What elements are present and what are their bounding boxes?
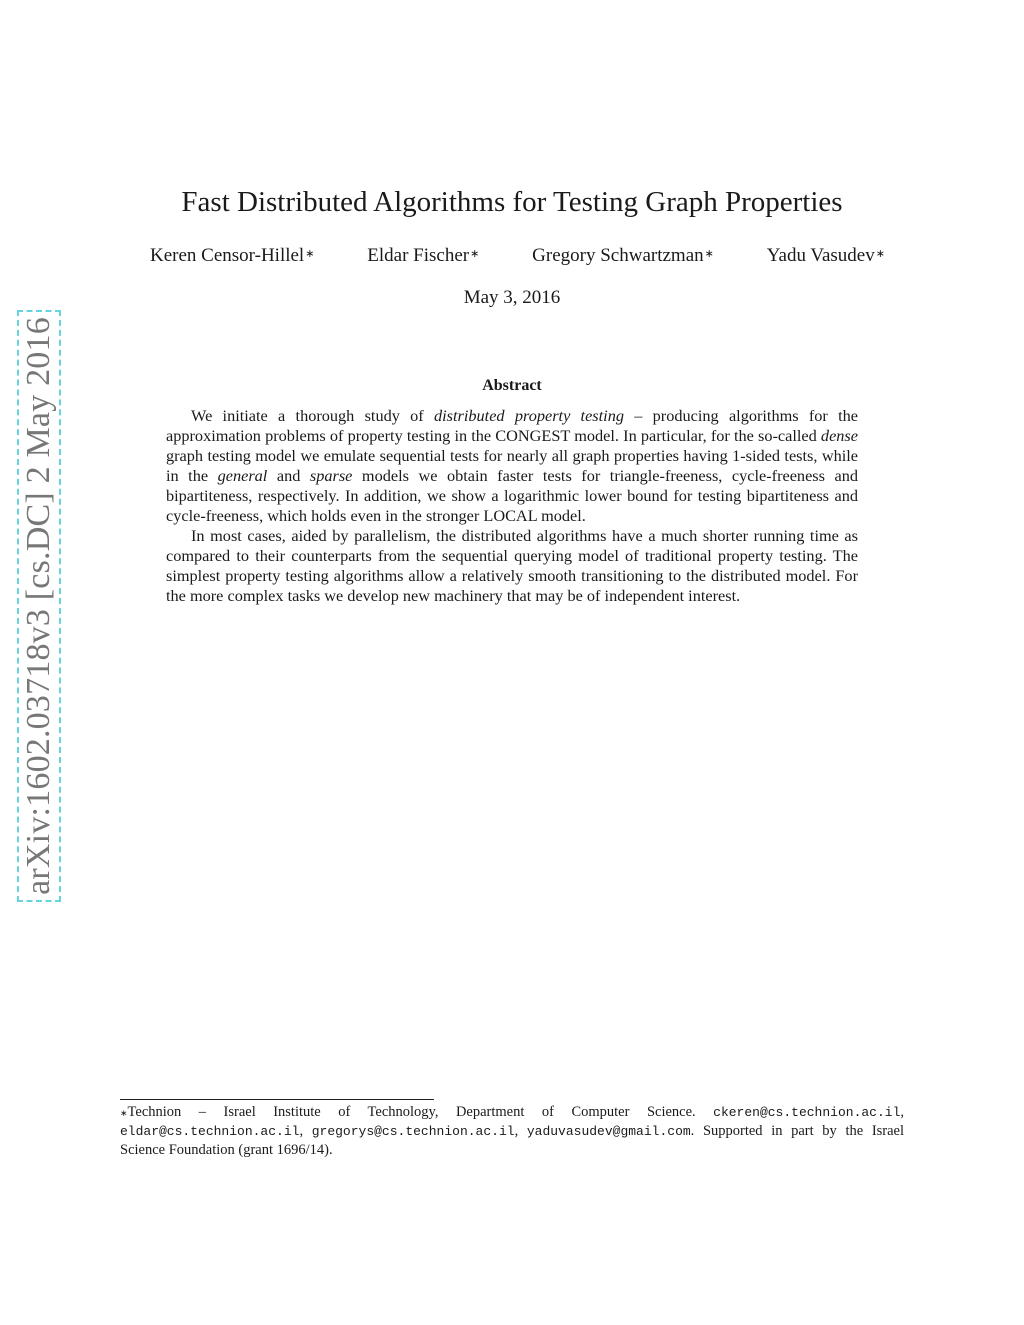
arxiv-stamp [17, 310, 61, 902]
email-link[interactable]: eldar@cs.technion.ac.il [120, 1124, 300, 1139]
paper-date: May 3, 2016 [463, 287, 561, 308]
email-link[interactable]: gregorys@cs.technion.ac.il [311, 1124, 515, 1139]
email-link[interactable]: yaduvasudev@gmail.com [526, 1124, 691, 1139]
footnote-divider [120, 1099, 434, 1100]
abstract-body [166, 406, 858, 606]
footnote: ∗Technion – Israel Institute of Technology, Department of Computer Science. ckeren@cs.technion.ac.il, eldar@cs.technion.ac.il, gregorys@cs.technion.ac.il, yaduvasudev@gmail.com. Supported in part by the Israel Science Foundation (grant 1696/14). [120, 1104, 905, 1158]
author-affiliation-mark: ∗ [875, 248, 885, 260]
author-list [150, 244, 885, 268]
footnote-mark: ∗ [120, 1108, 128, 1118]
author-affiliation-mark: ∗ [704, 248, 714, 260]
author-2: Eldar Fischer∗ [367, 245, 480, 266]
email-link[interactable]: ckeren@cs.technion.ac.il [713, 1105, 901, 1120]
author-affiliation-mark: ∗ [470, 248, 480, 260]
abstract-paragraph-2: In most cases, aided by parallelism, the distributed algorithms have a much shorter running time as compared to their counterparts from the sequential querying model of traditional property testing. The simplest property testing algorithms allow a relatively smooth transitioning to the distributed model. For the more complex tasks we develop new machinery that may be of independent interest. [166, 526, 858, 605]
author-4: Yadu Vasudev∗ [766, 245, 885, 266]
abstract-heading: Abstract [482, 377, 542, 394]
arxiv-identifier: arXiv:1602.03718v3 [cs.DC] 2 May 2016 [20, 317, 57, 895]
author-1: Keren Censor-Hillel∗ [150, 245, 315, 266]
author-affiliation-mark: ∗ [305, 248, 315, 260]
author-3: Gregory Schwartzman∗ [532, 245, 714, 266]
abstract-paragraph-1: We initiate a thorough study of distributed property testing – producing algorithms for the approximation problems of property testing in the CONGEST model. In particular, for the so-called dense graph testing model we emulate sequential tests for nearly all graph properties having 1-sided tests, while in the general and sparse models we obtain faster tests for triangle-freeness, cycle-freeness and bipartiteness, respectively. In addition, we show a logarithmic lower bound for testing bipartiteness and cycle-freeness, which holds even in the stronger LOCAL model. [166, 406, 859, 525]
paper-title: Fast Distributed Algorithms for Testing Graph Properties [181, 186, 843, 218]
